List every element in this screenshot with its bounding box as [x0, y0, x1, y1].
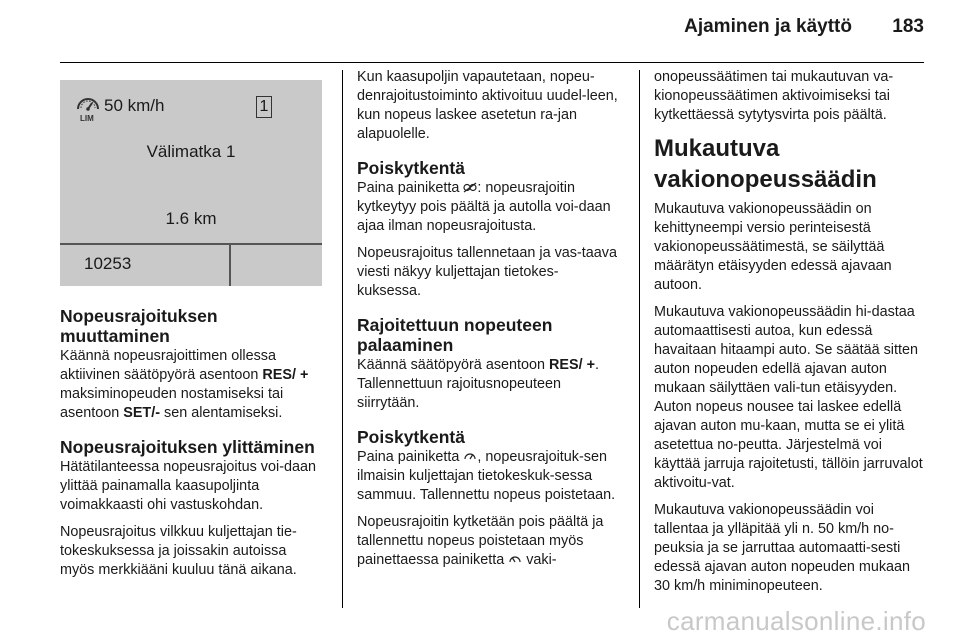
display-separator [229, 243, 231, 286]
instrument-display-illustration [60, 80, 322, 286]
cruise-control-icon [508, 554, 522, 565]
paragraph: Mukautuva vakionopeussäädin hi-dastaa automaattisesti autoa, kun edessä havaitaan hitaampi auto. Se säätää sitten auton nopeuden edellä ajavan auton mukaan säilyttäen vali-tun etäisyyden. Auton nopeus nousee tai laskee edellä ajavan auton mu-kaan, mutta se ei ylitä asetettua no-peutta. Järjestelmä voi käyttää jarruja rajoitetusti, tällöin jarruvalot aktivoitu-vat. [654, 304, 923, 491]
paragraph: Paina painiketta : nopeusrajoitin kytkeytyy pois päältä ja autolla voi-daan ajaa ilman nopeusrajoitusta. [357, 180, 611, 234]
display-separator [60, 243, 322, 245]
column-1 [60, 68, 324, 588]
paragraph: Kun kaasupoljin vapautetaan, nopeu-denrajoitustoiminto aktivoituu uudel-leen, kun nopeus laskee asetetun ra-jan alapuolelle. [357, 69, 618, 142]
paragraph: Mukautuva vakionopeussäädin voi tallentaa ja ylläpitää yli n. 50 km/h no-peuksia ja se jarruttaa automaatti-sesti edessä ajavan auton nopeuden mukaan 30 km/h miniminopeuteen. [654, 502, 911, 594]
speed-limiter-lim-icon [75, 94, 101, 122]
display-odometer: 10253 [84, 254, 132, 273]
page-number: 183 [892, 16, 924, 37]
page-header [0, 0, 960, 52]
paragraph: Nopeusrajoitus tallennetaan ja vas-taava viesti näkyy kuljettajan tietokes-kuksessa. [357, 245, 617, 299]
heading-poiskytkenta: Poiskytkentä [357, 158, 465, 178]
svg-text:LIM: LIM [80, 114, 94, 122]
paragraph: Käännä säätöpyörä asentoon RES/ +. Tallennettuun rajoitusnopeuteen siirrytään. [357, 357, 600, 411]
cancel-limiter-icon [463, 182, 477, 193]
paragraph: Nopeusrajoitin kytketään pois päältä ja tallennettu nopeus poistetaan myös painettaessa painiketta vaki- [357, 514, 604, 568]
paragraph: Käännä nopeusrajoittimen ollessa aktiivinen säätöpyörä asentoon RES/ + maksiminopeuden nostamiseksi tai asentoon SET/- sen alentamiseksi. [60, 348, 309, 421]
heading-ylittaminen: Nopeusrajoituksen ylittäminen [60, 437, 315, 457]
column-2 [357, 68, 621, 578]
paragraph: Hätätilanteessa nopeusrajoitus voi-daan ylittää painamalla kaasupoljinta voimakkaasti ohi vastuskohdan. [60, 459, 316, 513]
display-memory-slot: 1 [256, 96, 272, 118]
heading-palaaminen: Rajoitettuun nopeuteen palaaminen [357, 315, 553, 355]
header-rule [60, 62, 924, 63]
watermark: carmanualsonline.info [666, 606, 926, 636]
heading-mukautuva: Mukautuva vakionopeussäädin [654, 135, 877, 193]
speed-limiter-icon [463, 451, 477, 462]
display-distance: 1.6 km [165, 209, 217, 228]
column-divider [639, 70, 640, 608]
paragraph: Paina painiketta , nopeusrajoituk-sen ilmaisin kuljettajan tietokeskuk-sessa sammuu. Tallennettu nopeus poistetaan. [357, 449, 616, 503]
display-speed: 50 km/h [104, 96, 165, 115]
display-distance-label: Välimatka 1 [146, 142, 236, 161]
heading-muuttaminen: Nopeusrajoituksen muuttaminen [60, 306, 218, 346]
heading-poiskytkenta: Poiskytkentä [357, 427, 465, 447]
paragraph: onopeussäätimen tai mukautuvan va-kionopeussäätimen aktivoimiseksi tai kytkettäessä sytytysvirta pois päältä. [654, 69, 894, 123]
running-title: Ajaminen ja käyttö [684, 16, 852, 37]
paragraph: Mukautuva vakionopeussäädin on kehittyneempi versio perinteisestä vakionopeussäätimestä, se säilyttää määrätyn etäisyyden edessä ajavaan autoon. [654, 201, 892, 293]
column-divider [342, 70, 343, 608]
column-3 [654, 68, 924, 604]
paragraph: Nopeusrajoitus vilkkuu kuljettajan tie-tokeskuksessa ja joissakin autoissa myös merkkiääni kuuluu tänä aikana. [60, 524, 297, 578]
